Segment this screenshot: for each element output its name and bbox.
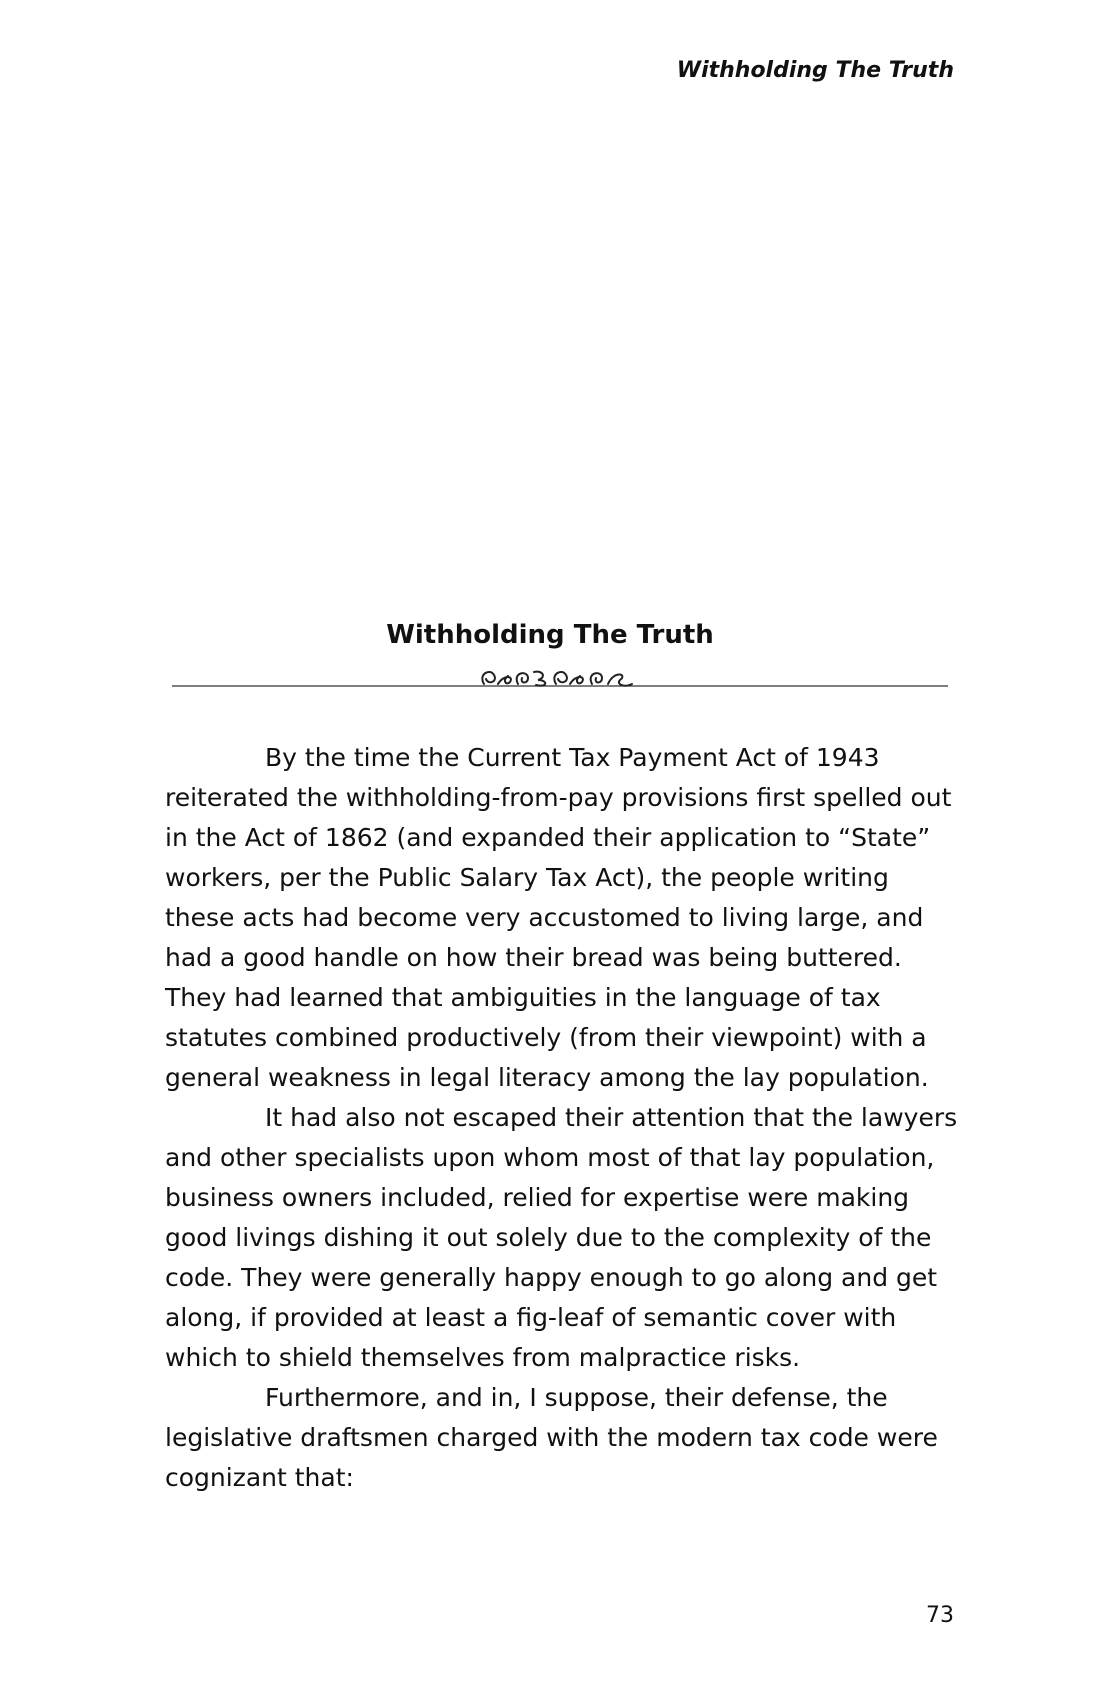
chapter-title: Withholding The Truth <box>386 620 714 650</box>
page-number: 73 <box>926 1603 954 1628</box>
running-header: Withholding The Truth <box>676 58 954 83</box>
body-text <box>165 738 965 1498</box>
paragraph: By the time the Current Tax Payment Act of 1943 reiterated the withholding-from-pay provisions first spelled out in the Act of 1862 (and expanded their application to “State” workers, per the Public Salary Tax Act), the people writing these acts had become very accustomed to living large, and had a good handle on how their bread was being buttered. They had learned that ambiguities in the language of tax statutes combined productively (from their viewpoint) with a general weakness in legal literacy among the lay population. <box>165 743 952 1092</box>
flourish-icon <box>172 666 948 690</box>
ornamental-divider <box>172 666 948 690</box>
paragraph: Furthermore, and in, I suppose, their defense, the legislative draftsmen charged with the modern tax code were cognizant that: <box>165 1383 938 1492</box>
paragraph: It had also not escaped their attention that the lawyers and other specialists upon whom most of that lay population, business owners included, relied for expertise were making good livings dishing it out solely due to the complexity of the code. They were generally happy enough to go along and get along, if provided at least a fig-leaf of semantic cover with which to shield themselves from malpractice risks. <box>165 1103 958 1372</box>
